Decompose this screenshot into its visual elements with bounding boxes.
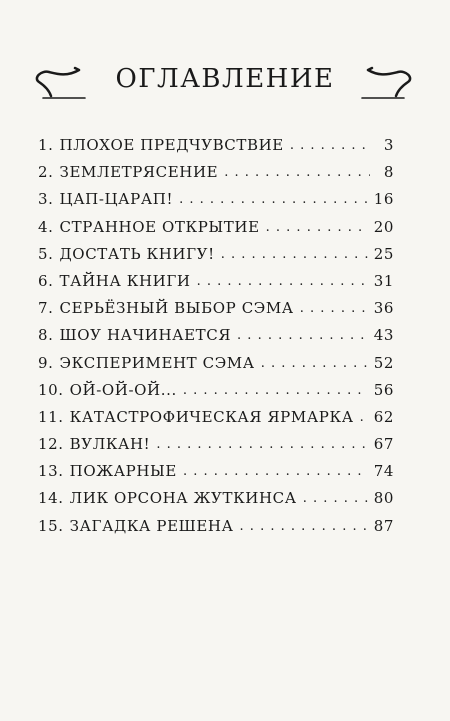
toc-entry[interactable]: [38, 326, 394, 353]
toc-entry[interactable]: [38, 517, 394, 544]
dot-leader: [156, 434, 367, 452]
dot-leader: [360, 407, 368, 425]
page-number: 67: [373, 435, 394, 454]
page-number: 31: [373, 271, 394, 290]
toc-entry[interactable]: [38, 245, 394, 272]
page-number: 80: [373, 489, 394, 508]
chapter-number: 4.: [38, 217, 54, 236]
dot-leader: [197, 271, 368, 289]
dot-leader: [183, 461, 368, 479]
chapter-title: ШОУ НАЧИНАЕТСЯ: [59, 326, 232, 345]
chapter-number: 10.: [38, 380, 64, 399]
chapter-number: 11.: [38, 407, 64, 426]
page-number: 56: [373, 380, 394, 399]
chapter-title: ОЙ-ОЙ-ОЙ...: [69, 380, 177, 399]
toc-entry[interactable]: [38, 408, 394, 435]
toc-entry[interactable]: [38, 163, 394, 190]
toc-entry[interactable]: [38, 489, 394, 516]
page-number: 36: [373, 299, 394, 318]
chapter-number: 15.: [38, 516, 64, 535]
chapter-number: 1.: [38, 136, 54, 154]
chapter-number: 13.: [38, 462, 64, 481]
dot-leader: [224, 162, 370, 180]
chapter-title: ЛИК ОРСОНА ЖУТКИНСА: [69, 489, 297, 508]
page-number: 3: [383, 136, 394, 154]
chapter-title: ПЛОХОЕ ПРЕДЧУВСТВИЕ: [59, 136, 284, 154]
dot-leader: [240, 516, 368, 534]
dot-leader: [237, 325, 368, 343]
page-number: 25: [373, 244, 394, 263]
page-number: 52: [373, 353, 394, 372]
dot-leader: [179, 189, 368, 207]
chapter-title: ПОЖАРНЫЕ: [69, 462, 177, 481]
toc-entry[interactable]: [38, 218, 394, 245]
dot-leader: [266, 217, 368, 235]
toc-entry[interactable]: [38, 136, 394, 163]
chapter-title: ЭКСПЕРИМЕНТ СЭМА: [59, 353, 255, 372]
toc-entry[interactable]: [38, 462, 394, 489]
dot-leader: [290, 135, 370, 153]
page-number: 8: [383, 163, 394, 182]
chapter-title: ДОСТАТЬ КНИГУ!: [59, 244, 215, 263]
chapter-title: ЗЕМЛЕТРЯСЕНИЕ: [59, 163, 219, 182]
toc-header: [0, 60, 450, 110]
table-of-contents: [38, 136, 394, 544]
chapter-number: 7.: [38, 299, 54, 318]
chapter-title: КАТАСТРОФИЧЕСКАЯ ЯРМАРКА: [69, 407, 354, 426]
chapter-title: СТРАННОЕ ОТКРЫТИЕ: [59, 217, 260, 236]
page-number: 43: [373, 326, 394, 345]
toc-entry[interactable]: [38, 381, 394, 408]
chapter-title: ТАЙНА КНИГИ: [59, 271, 191, 290]
chapter-number: 6.: [38, 271, 54, 290]
dot-leader: [221, 244, 368, 262]
page-number: 20: [373, 217, 394, 236]
page-number: 16: [373, 190, 394, 209]
page-title: ОГЛАВЛЕНИЕ: [115, 64, 335, 94]
chapter-number: 14.: [38, 489, 64, 508]
chapter-number: 9.: [38, 353, 54, 372]
chapter-number: 8.: [38, 326, 54, 345]
page-number: 62: [373, 407, 394, 426]
dot-leader: [183, 380, 368, 398]
toc-entry[interactable]: [38, 435, 394, 462]
chapter-title: ЦАП-ЦАРАП!: [59, 190, 174, 209]
toc-entry[interactable]: [38, 272, 394, 299]
toc-entry[interactable]: [38, 354, 394, 381]
dot-leader: [300, 298, 368, 316]
chapter-title: СЕРЬЁЗНЫЙ ВЫБОР СЭМА: [59, 299, 294, 318]
right-ornament-icon: [360, 60, 420, 108]
chapter-title: ЗАГАДКА РЕШЕНА: [69, 516, 234, 535]
chapter-number: 2.: [38, 163, 54, 182]
chapter-number: 12.: [38, 435, 64, 454]
page-number: 87: [373, 516, 394, 535]
toc-entry[interactable]: [38, 190, 394, 217]
dot-leader: [303, 488, 368, 506]
page-number: 74: [373, 462, 394, 481]
chapter-number: 5.: [38, 244, 54, 263]
toc-entry[interactable]: [38, 299, 394, 326]
chapter-number: 3.: [38, 190, 54, 209]
dot-leader: [261, 353, 368, 371]
chapter-title: ВУЛКАН!: [69, 435, 151, 454]
